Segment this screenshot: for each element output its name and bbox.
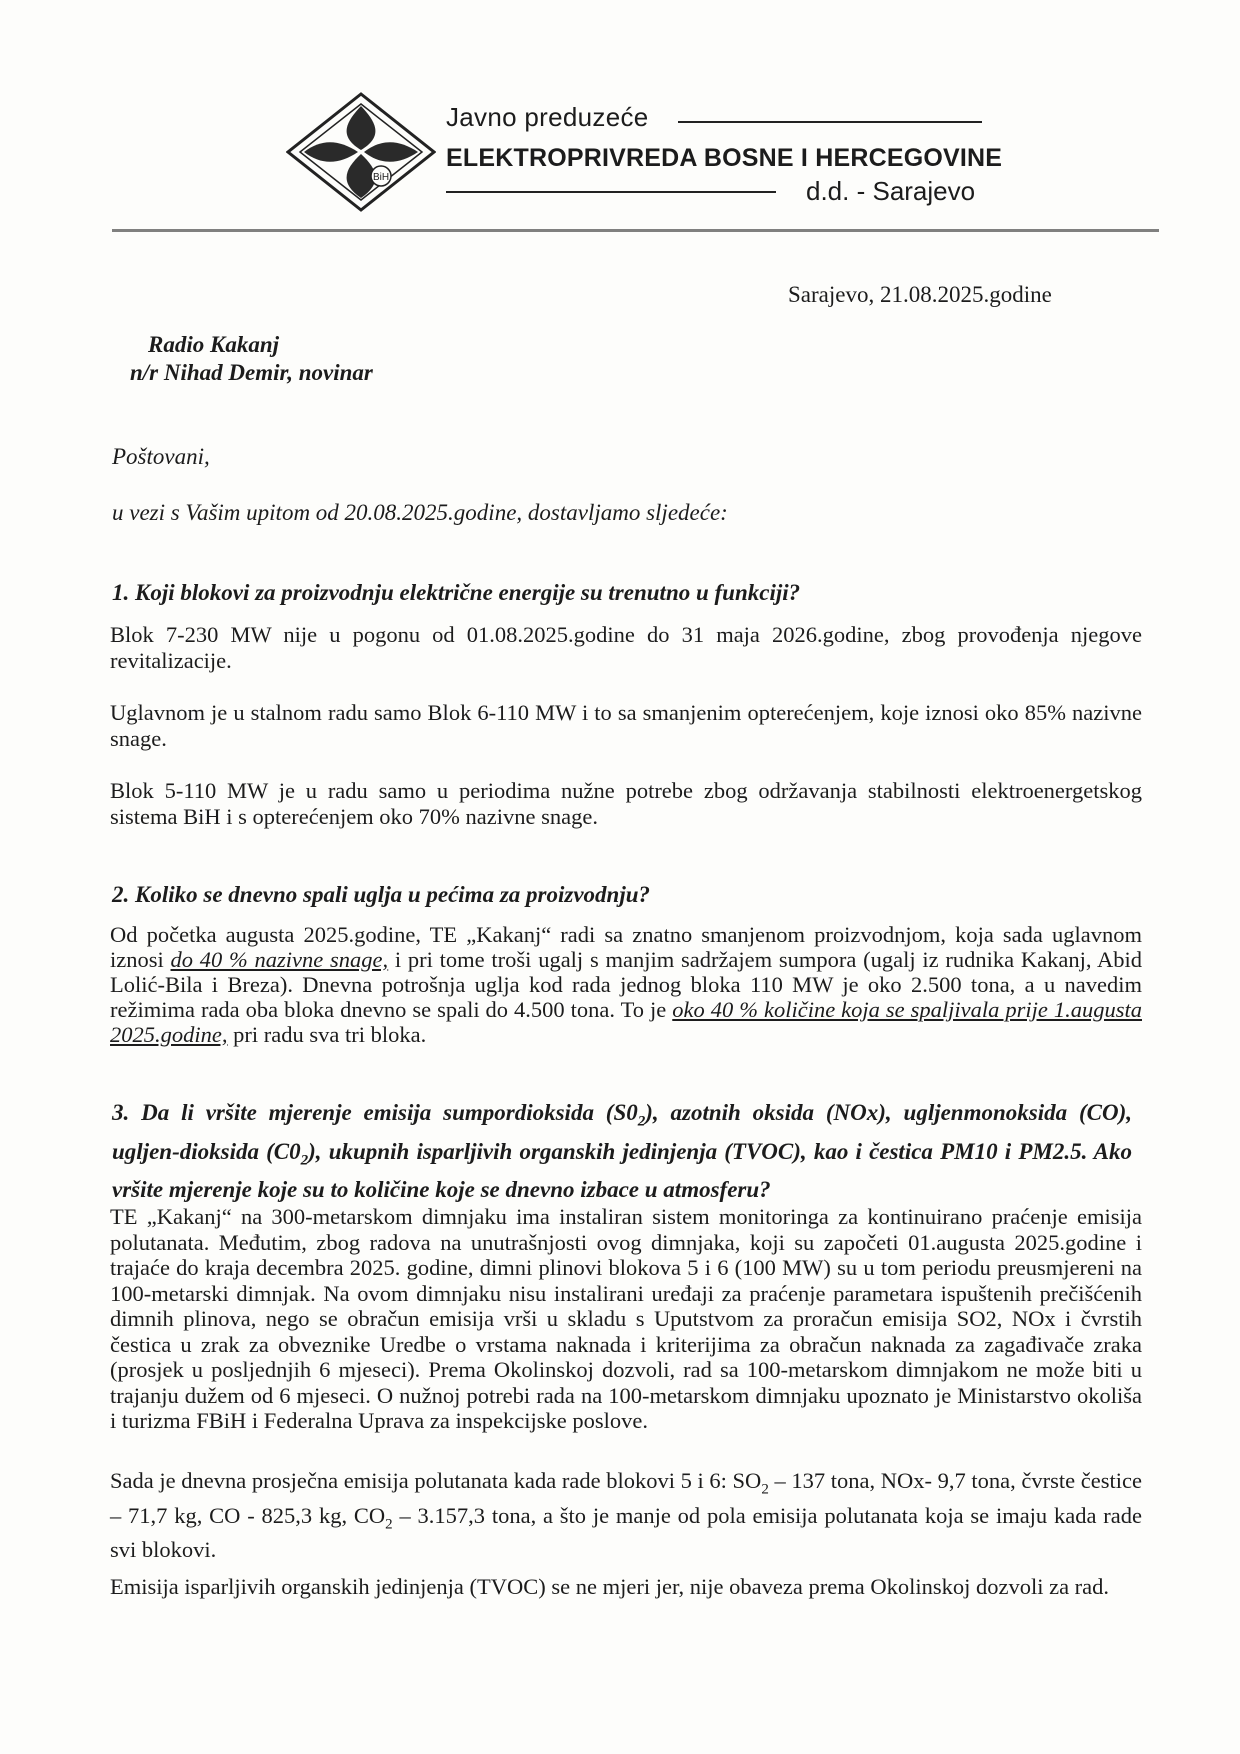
answer-2-underlined-2: oko 40 % količine koja se spaljivala prije 1.augusta 2025.godine,	[110, 997, 1142, 1047]
answer-3-paragraph-3: Emisija isparljivih organskih jedinjenja (TVOC) se ne mjeri jer, nije obaveza prema Okolinskoj dozvoli za rad.	[110, 1574, 1110, 1599]
letterhead-rule	[678, 121, 982, 123]
answer-1-paragraph-1: Blok 7-230 MW nije u pogonu od 01.08.2025.godine do 31 maja 2026.godine, zbog provođenja njegove revitalizacije.	[110, 622, 1142, 673]
answer-2-paragraph: Od početka augusta 2025.godine, TE „Kakanj“ radi sa znatno smanjenom proizvodnjom, koja sada uglavnom iznosi do 40 % nazivne snage, i pri tome troši ugalj s manjim sadržajem sumpora (ugalj iz rudnika Kakanj, Abid Lolić-Bila i Breza). Dnevna potrošnja uglja kod rada jednog bloka 110 MW je oko 2.500 tona, a u navedim režimima rada oba bloka dnevno se spali do 4.500 tona. To je oko 40 % količine koja se spaljivala prije 1.augusta 2025.godine, pri radu sva tri bloka.	[110, 922, 1143, 1047]
question-2: 2. Koliko se dnevno spali uglja u pećima za proizvodnju?	[112, 882, 650, 907]
answer-1-paragraph-2: Uglavnom je u stalnom radu samo Blok 6-110 MW i to sa smanjenim opterećenjem, koje iznosi oko 85% nazivne snage.	[110, 700, 1142, 751]
answer-2-underlined-1: do 40 % nazivne snage,	[170, 947, 389, 972]
company-name: ELEKTROPRIVREDA BOSNE I HERCEGOVINE	[446, 144, 1003, 172]
letterhead-separator	[112, 229, 1159, 232]
letter-date: Sarajevo, 21.08.2025.godine	[788, 282, 1052, 307]
greeting: Poštovani,	[112, 444, 210, 469]
answer-1-paragraph-3: Blok 5-110 MW je u radu samo u periodima nužne potrebe zbog održavanja stabilnosti elektroenergetskog sistema BiH i s opterećenjem oko 70% nazivne snage.	[110, 778, 1142, 829]
company-suffix: d.d. - Sarajevo	[806, 176, 976, 206]
svg-text:BiH: BiH	[372, 172, 390, 183]
answer-3-paragraph-1: TE „Kakanj“ na 300-metarskom dimnjaku ima instaliran sistem monitoringa za kontinuirano praćenje emisija polutanata. Međutim, zbog radova na unutrašnjosti ovog dimnjaka, koji su započeti 01.augusta 2025.godine i trajaće do kraja decembra 2025. godine, dimni plinovi blokova 5 i 6 (100 MW) su u tom periodu preusmjereni na 100-metarski dimnjak. Na ovom dimnjaku nisu instalirani uređaji za praćenje parametara ispuštenih prečišćenih dimnih plinova, nego se obračun emisija vrši u skladu s Uputstvom za proračun emisija SO2, NOx i čvrstih čestica u zrak za obveznike Uredbe o vrstama naknada i kriterijima za obračun naknada za zagađivače zraka (prosjek u posljednjih 6 mjeseci). Prema Okolinskoj dozvoli, rad sa 100-metarskom dimnjakom ne može biti u trajanju dužem od 6 mjeseci. O nužnoj potrebi rada na 100-metarskom dimnjaku upoznato je Ministarstvo okoliša i turizma FBiH i Federalna Uprava za inspekcijske poslove.	[110, 1204, 1142, 1433]
answer-3-paragraph-2: Sada je dnevna prosječna emisija polutanata kada rade blokovi 5 i 6: $SO_2 - 137$ tona, NOx- 9,7 tona, čvrste čestice – 71,7 kg, CO - 825,3 kg, $CO_2 - 3.157,3$ tona, a što je manje od pola emisija polutanata koja se imaju kada rade svi blokovi.	[110, 1468, 1142, 1562]
letterhead-rule	[446, 191, 776, 193]
recipient-name: Radio Kakanj	[148, 332, 280, 357]
letterhead-line-1: Javno preduzeće	[446, 102, 649, 132]
recipient-attn: n/r Nihad Demir, novinar	[130, 360, 373, 385]
company-logo	[286, 92, 436, 212]
question-1: 1. Koji blokovi za proizvodnju električne energije su trenutno u funkciji?	[112, 580, 801, 605]
intro-text: u vezi s Vašim upitom od 20.08.2025.godine, dostavljamo sljedeće:	[112, 500, 728, 525]
question-3: 3. Da li vršite mjerenje emisija sumpordioksida $(S0_2)$, azotnih oksida (NOx), ugljenmonoksida (CO), ugljen-dioksida $(C0_2)$, ukupnih isparljivih organskih jedinjenja (TVOC), kao i čestica PM10 i PM2.5. Ako vršite mjerenje koje su to količine koje se dnevno izbace u atmosferu?	[112, 1100, 1132, 1203]
